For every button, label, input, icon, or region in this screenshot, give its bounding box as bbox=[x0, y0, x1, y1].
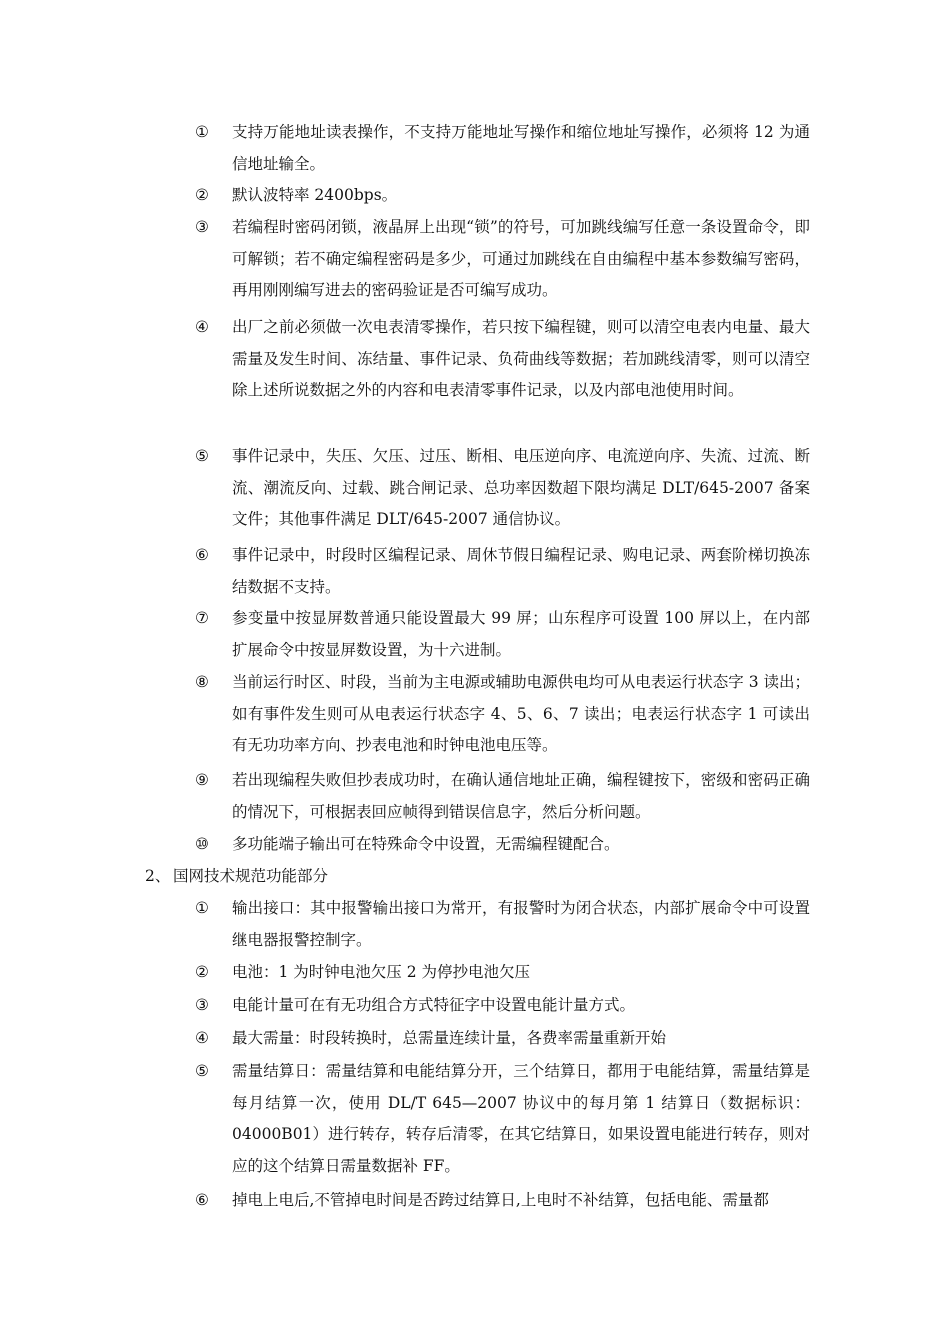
item-marker: ⑥ bbox=[195, 1191, 209, 1209]
list-item bbox=[195, 540, 810, 603]
item-marker: ③ bbox=[195, 218, 209, 236]
list-item bbox=[195, 765, 810, 828]
item-text: 电池：1 为时钟电池欠压 2 为停抄电池欠压 bbox=[232, 963, 531, 981]
item-marker: ⑩ bbox=[195, 835, 209, 853]
item-text: 事件记录中，失压、欠压、过压、断相、电压逆向序、电流逆向序、失流、过流、断流、潮流反向、过载、跳合闸记录、总功率因数超下限均满足 DLT/645-2007 备案文件；其他事件满足 DLT/645-2007 通信协议。 bbox=[232, 447, 810, 528]
list-item bbox=[195, 1185, 810, 1217]
list-item bbox=[195, 441, 810, 536]
list-item bbox=[195, 957, 810, 989]
list-item bbox=[195, 117, 810, 180]
list-item bbox=[195, 312, 810, 407]
list-item bbox=[195, 893, 810, 956]
item-marker: ② bbox=[195, 186, 209, 204]
item-marker: ④ bbox=[195, 318, 209, 336]
list-item bbox=[195, 990, 810, 1022]
item-text: 当前运行时区、时段，当前为主电源或辅助电源供电均可从电表运行状态字 3 读出；如有事件发生则可从电表运行状态字 4、5、6、7 读出；电表运行状态字 1 可读出有无功功率方向、抄表电池和时钟电池电压等。 bbox=[232, 673, 810, 754]
item-marker: ⑨ bbox=[195, 771, 209, 789]
item-marker: ⑤ bbox=[195, 447, 209, 465]
list-item bbox=[195, 1023, 810, 1055]
item-marker: ⑤ bbox=[195, 1062, 209, 1080]
section-title: 国网技术规范功能部分 bbox=[173, 867, 329, 885]
item-marker: ① bbox=[195, 899, 209, 917]
item-marker: ④ bbox=[195, 1029, 209, 1047]
section-number: 2、 bbox=[145, 867, 171, 885]
item-text: 出厂之前必须做一次电表清零操作，若只按下编程键，则可以清空电表内电量、最大需量及发生时间、冻结量、事件记录、负荷曲线等数据；若加跳线清零，则可以清空除上述所说数据之外的内容和电表清零事件记录，以及内部电池使用时间。 bbox=[232, 318, 810, 399]
item-marker: ③ bbox=[195, 996, 209, 1014]
item-marker: ② bbox=[195, 963, 209, 981]
item-text: 多功能端子输出可在特殊命令中设置，无需编程键配合。 bbox=[232, 835, 620, 853]
list-item bbox=[195, 829, 810, 861]
item-text: 支持万能地址读表操作，不支持万能地址写操作和缩位地址写操作，必须将 12 为通信地址输全。 bbox=[232, 123, 810, 173]
item-marker: ① bbox=[195, 123, 209, 141]
item-text: 最大需量：时段转换时，总需量连续计量，各费率需量重新开始 bbox=[232, 1029, 667, 1047]
item-text: 输出接口：其中报警输出接口为常开，有报警时为闭合状态，内部扩展命令中可设置继电器报警控制字。 bbox=[232, 899, 810, 949]
list-item bbox=[195, 180, 810, 212]
item-text: 参变量中按显屏数普通只能设置最大 99 屏；山东程序可设置 100 屏以上，在内部扩展命令中按显屏数设置，为十六进制。 bbox=[232, 609, 810, 659]
list-item bbox=[195, 212, 810, 307]
item-text: 若编程时密码闭锁，液晶屏上出现“锁”的符号，可加跳线编写任意一条设置命令，即可解锁；若不确定编程密码是多少，可通过加跳线在自由编程中基本参数编写密码，再用刚刚编写进去的密码验证是否可编写成功。 bbox=[232, 218, 810, 299]
item-marker: ⑦ bbox=[195, 609, 209, 627]
item-text: 电能计量可在有无功组合方式特征字中设置电能计量方式。 bbox=[232, 996, 636, 1014]
item-marker: ⑥ bbox=[195, 546, 209, 564]
item-text: 掉电上电后,不管掉电时间是否跨过结算日,上电时不补结算，包括电能、需量都 bbox=[232, 1191, 769, 1209]
list-item bbox=[195, 667, 810, 762]
item-text: 需量结算日：需量结算和电能结算分开，三个结算日，都用于电能结算，需量结算是每月结算一次，使用 DL/T 645—2007 协议中的每月第 1 结算日（数据标识：04000B01）进行转存，转存后清零，在其它结算日，如果设置电能进行转存，则对应的这个结算日需量数据补 FF。 bbox=[232, 1062, 810, 1175]
item-text: 默认波特率 2400bps。 bbox=[232, 186, 398, 204]
item-text: 若出现编程失败但抄表成功时，在确认通信地址正确，编程键按下，密级和密码正确的情况下，可根据表回应帧得到错误信息字，然后分析问题。 bbox=[232, 771, 810, 821]
list-item bbox=[195, 1056, 810, 1182]
list-item bbox=[195, 603, 810, 666]
section-heading bbox=[145, 861, 328, 893]
item-marker: ⑧ bbox=[195, 673, 209, 691]
item-text: 事件记录中，时段时区编程记录、周休节假日编程记录、购电记录、两套阶梯切换冻结数据不支持。 bbox=[232, 546, 810, 596]
